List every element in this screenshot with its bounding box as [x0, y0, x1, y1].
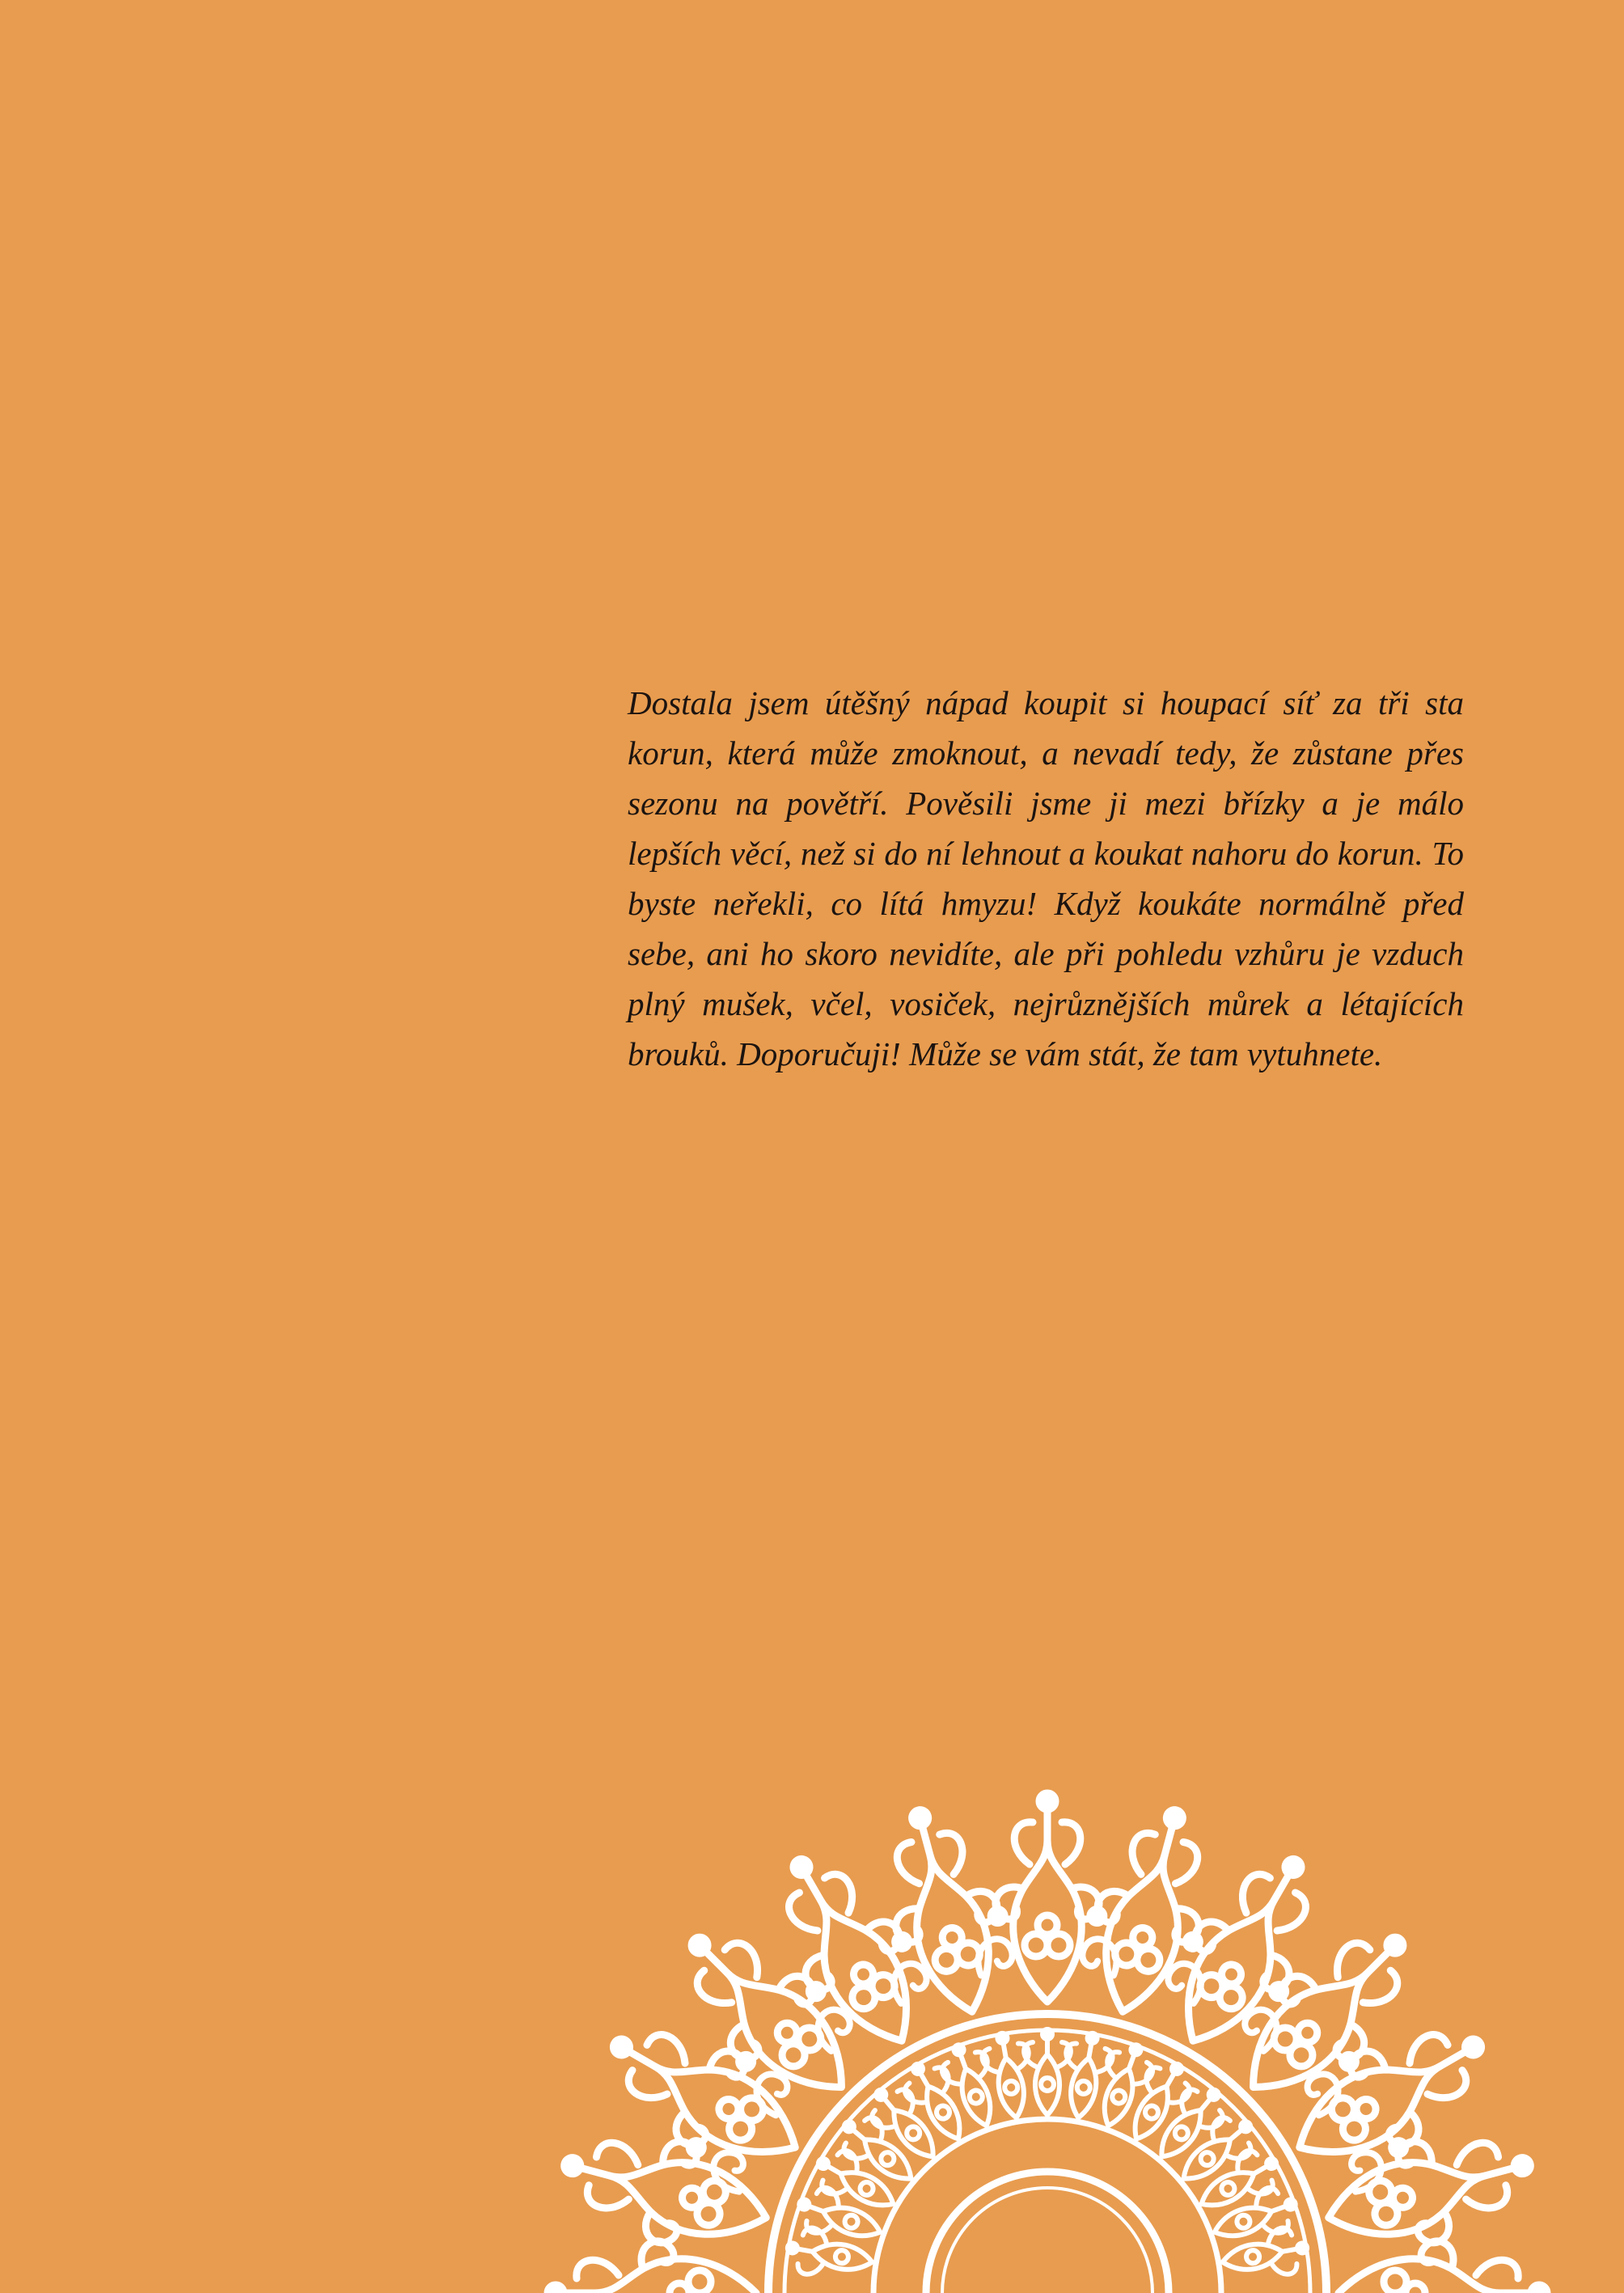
mandala-ornament-icon	[534, 1771, 1561, 2293]
body-paragraph: Dostala jsem útěšný nápad koupit si houpací síť za tři sta korun, která může zmoknout, a nevadí tedy, že zůstane přes sezonu na povětří. Pověsili jsme ji mezi břízky a je málo lepších věcí, než si do ní lehnout a koukat nahoru do korun. To byste neřekli, co lítá hmyzu! Když koukáte normálně před sebe, ani ho skoro nevidíte, ale při pohledu vzhůru je vzduch plný mušek, včel, vosiček, nejrůznějších můrek a létajících brouků. Doporučuji! Může se vám stát, že tam vytuhnete.	[628, 684, 1464, 1072]
